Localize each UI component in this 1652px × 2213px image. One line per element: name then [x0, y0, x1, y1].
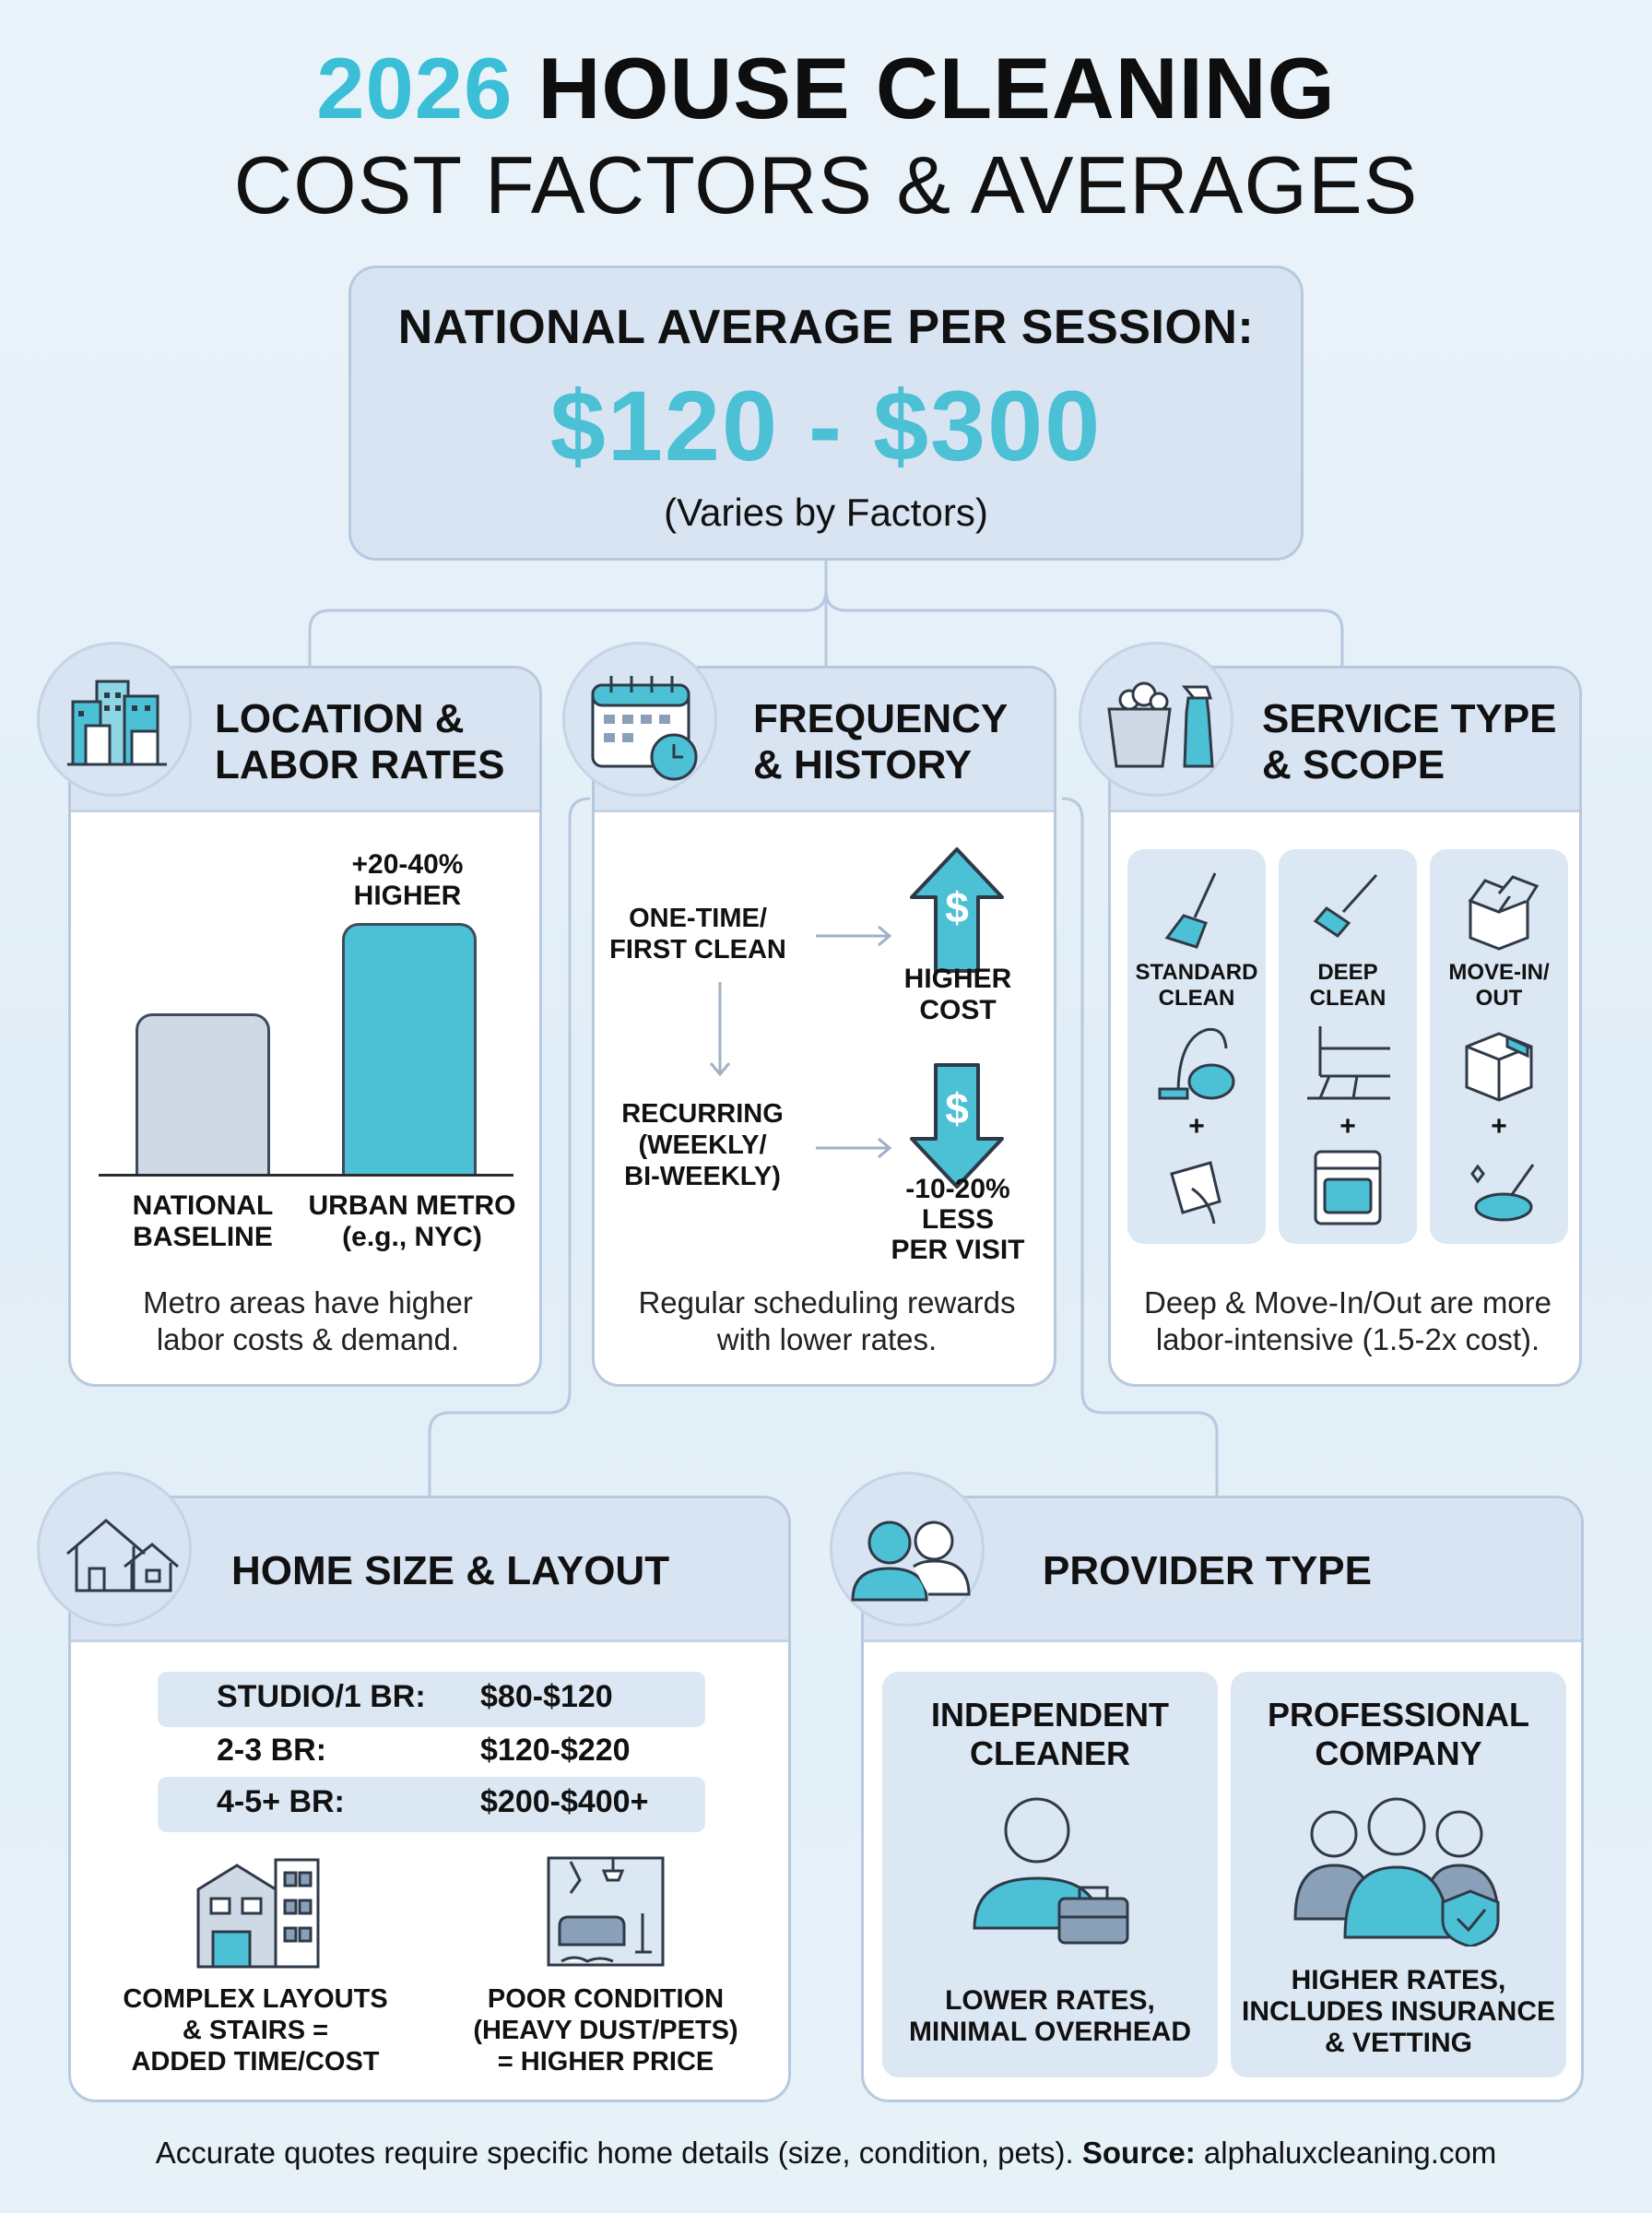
- professional-note: [1231, 1965, 1566, 2059]
- cleaning-cloth-hand-icon: [1155, 1146, 1238, 1229]
- title-year: 2026: [316, 40, 513, 136]
- calendar-clock-icon: [565, 645, 720, 799]
- cleaning-team-shield-icon: [1290, 1790, 1511, 1947]
- move-label-line1: MOVE-IN/: [1448, 960, 1550, 985]
- location-heading-line2: LABOR RATES: [215, 742, 505, 787]
- city-buildings-icon: [40, 645, 195, 799]
- provider-heading: PROVIDER TYPE: [1043, 1548, 1372, 1593]
- recurring-label: [606, 1098, 799, 1192]
- title-line1: HOUSE CLEANING: [513, 40, 1336, 136]
- condition-line2: (HEAVY DUST/PETS): [473, 2016, 738, 2045]
- down-dollar-sign: $: [945, 1084, 969, 1132]
- condition-line3: = HIGHER PRICE: [497, 2047, 714, 2077]
- national-baseline-label: [89, 1190, 316, 1253]
- people-icon-circle: [830, 1472, 985, 1627]
- deep-plus: +: [1339, 1111, 1356, 1142]
- recurring-line1: RECURRING: [621, 1099, 784, 1129]
- national-average-label: NATIONAL AVERAGE PER SESSION:: [397, 301, 1255, 354]
- independent-title-line1: INDEPENDENT: [930, 1696, 1170, 1734]
- urban-label-line2: (e.g., NYC): [342, 1222, 482, 1252]
- independent-note-line1: LOWER RATES,: [945, 1985, 1155, 2016]
- deep-label-line1: DEEP: [1317, 960, 1378, 985]
- urban-callout-line2: HIGHER: [353, 881, 462, 911]
- recurring-line2: (WEEKLY/: [638, 1130, 767, 1160]
- home-row-2-size: 2-3 BR:: [217, 1733, 327, 1768]
- independent-note-line2: MINIMAL OVERHEAD: [908, 2017, 1192, 2047]
- deep-clean-label: [1279, 960, 1417, 1012]
- home-size-heading: HOME SIZE & LAYOUT: [231, 1548, 670, 1593]
- less-line3: PER VISIT: [891, 1235, 1025, 1265]
- service-caption-line2: labor-intensive (1.5-2x cost).: [1155, 1322, 1540, 1356]
- less-line2: LESS: [921, 1204, 995, 1235]
- national-baseline-bar: [136, 1013, 270, 1176]
- higher-cost-label: [877, 964, 1039, 1026]
- professional-company-panel: [1231, 1672, 1566, 2077]
- deep-label-line2: CLEAN: [1309, 986, 1386, 1011]
- professional-note-line1: HIGHER RATES,: [1291, 1965, 1506, 1995]
- national-average-range: $120 - $300: [549, 370, 1103, 481]
- urban-callout-line1: +20-40%: [351, 849, 464, 880]
- broom-icon: [1160, 868, 1233, 951]
- messy-room-icon: [543, 1852, 668, 1970]
- sparkle-brush-icon: [1456, 1146, 1542, 1229]
- independent-title-line2: CLEANER: [969, 1734, 1130, 1772]
- deep-clean-panel: [1279, 849, 1417, 1244]
- home-row-3-size: 4-5+ BR:: [217, 1784, 345, 1819]
- move-plus: +: [1491, 1111, 1507, 1142]
- taped-box-icon: [1457, 1021, 1540, 1104]
- higher-cost-line1: HIGHER: [903, 964, 1012, 994]
- city-icon-circle: [37, 642, 192, 797]
- less-line1: -10-20%: [905, 1174, 1010, 1204]
- professional-title-line2: COMPANY: [1315, 1734, 1482, 1772]
- professional-title: [1231, 1696, 1566, 1773]
- independent-cleaner-panel: [882, 1672, 1218, 2077]
- location-caption-line2: labor costs & demand.: [156, 1322, 460, 1356]
- poor-condition-label: [429, 1983, 783, 2077]
- higher-cost-line2: COST: [919, 995, 997, 1025]
- footer-text: Accurate quotes require specific home details (size, condition, pets).: [155, 2136, 1082, 2170]
- layouts-line2: & STAIRS =: [182, 2016, 329, 2045]
- service-heading: [1262, 696, 1557, 788]
- home-row-1-size: STUDIO/1 BR:: [217, 1679, 426, 1714]
- service-heading-line1: SERVICE TYPE: [1262, 696, 1557, 741]
- baseline-label-line1: NATIONAL: [132, 1190, 274, 1221]
- bucket-spray-icon-circle: [1079, 642, 1233, 797]
- urban-callout: [320, 849, 495, 912]
- less-per-visit-label: [867, 1174, 1048, 1265]
- layouts-line1: COMPLEX LAYOUTS: [123, 1984, 388, 2014]
- urban-label-line1: URBAN METRO: [308, 1190, 516, 1221]
- footer-source-label: Source:: [1081, 2136, 1196, 2170]
- footer-note: [0, 2136, 1652, 2171]
- location-heading: [215, 696, 505, 788]
- urban-metro-label: [292, 1190, 532, 1253]
- multi-story-house-icon: [191, 1852, 325, 1970]
- houses-icon-circle: [37, 1472, 192, 1627]
- independent-title: [882, 1696, 1218, 1773]
- home-row-2-price: $120-$220: [480, 1733, 631, 1768]
- calendar-icon-circle: [562, 642, 717, 797]
- one-time-line1: ONE-TIME/: [629, 904, 767, 933]
- frequency-caption-line2: with lower rates.: [716, 1322, 938, 1356]
- oven-icon: [1306, 1146, 1389, 1229]
- up-dollar-sign: $: [945, 883, 969, 931]
- frequency-heading-line1: FREQUENCY: [753, 696, 1009, 741]
- location-heading-line1: LOCATION &: [215, 696, 465, 741]
- scrub-brush-icon: [1306, 868, 1389, 951]
- home-row-1-price: $80-$120: [480, 1679, 613, 1714]
- service-caption: [1116, 1284, 1579, 1358]
- one-time-line2: FIRST CLEAN: [609, 935, 786, 964]
- frequency-caption-line1: Regular scheduling rewards: [638, 1285, 1016, 1320]
- complex-layouts-label: [80, 1983, 431, 2077]
- location-caption: [80, 1284, 536, 1358]
- layouts-line3: ADDED TIME/COST: [131, 2047, 380, 2077]
- recurring-line3: BI-WEEKLY): [624, 1162, 781, 1191]
- standard-plus: +: [1188, 1111, 1205, 1142]
- move-label-line2: OUT: [1475, 986, 1523, 1011]
- home-row-3-price: $200-$400+: [480, 1784, 649, 1819]
- standard-clean-panel: [1127, 849, 1266, 1244]
- open-box-icon: [1457, 868, 1540, 951]
- service-caption-line1: Deep & Move-In/Out are more: [1143, 1285, 1552, 1320]
- service-heading-line2: & SCOPE: [1262, 742, 1446, 787]
- standard-clean-label: [1127, 960, 1266, 1012]
- page-subtitle: COST FACTORS & AVERAGES: [233, 139, 1419, 231]
- condition-line1: POOR CONDITION: [487, 1984, 725, 2014]
- professional-title-line1: PROFESSIONAL: [1267, 1696, 1530, 1734]
- vacuum-icon: [1150, 1021, 1243, 1104]
- baseline-label-line2: BASELINE: [133, 1222, 273, 1252]
- bucket-spray-icon: [1081, 645, 1236, 799]
- people-icon: [832, 1474, 987, 1629]
- houses-icon: [40, 1474, 195, 1629]
- location-caption-line1: Metro areas have higher: [143, 1285, 473, 1320]
- move-in-out-panel: [1430, 849, 1568, 1244]
- chart-baseline: [99, 1174, 513, 1177]
- footer-source: alphaluxcleaning.com: [1195, 2136, 1497, 2170]
- professional-note-line2: INCLUDES INSURANCE: [1241, 1996, 1556, 2027]
- national-average-note: (Varies by Factors): [664, 491, 988, 534]
- baseboard-floor-icon: [1302, 1021, 1394, 1104]
- frequency-caption: [600, 1284, 1054, 1358]
- professional-note-line3: & VETTING: [1324, 2028, 1472, 2058]
- independent-note: [882, 1985, 1218, 2048]
- standard-label-line2: CLEAN: [1158, 986, 1235, 1011]
- urban-metro-bar: [342, 923, 477, 1176]
- move-in-out-label: [1430, 960, 1568, 1012]
- frequency-heading-line2: & HISTORY: [753, 742, 973, 787]
- standard-label-line1: STANDARD: [1135, 960, 1258, 985]
- cleaner-with-toolbox-icon: [963, 1790, 1139, 1947]
